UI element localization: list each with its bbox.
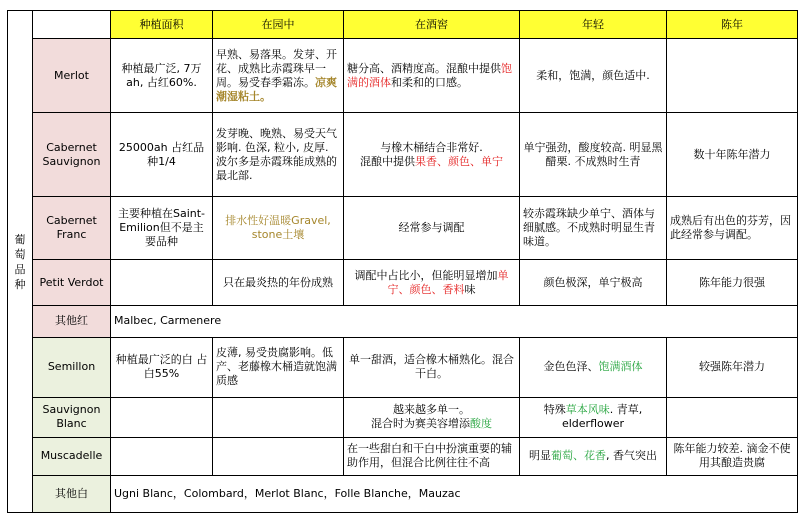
petit-verdot-cellar-text-a: 调配中占比小，但能明显增加 xyxy=(354,268,498,282)
muscadelle-area xyxy=(111,437,213,475)
merlot-aged xyxy=(667,39,798,113)
variety-name-other-red: 其他红 xyxy=(33,305,111,337)
variety-name-cabernet-franc: Cabernet Franc xyxy=(33,197,111,260)
petit-verdot-cellar-highlight: 单宁、颜色、香料 xyxy=(387,268,509,296)
variety-name-merlot: Merlot xyxy=(33,39,111,113)
merlot-cellar-text-a: 糖分高、酒精度高。混酿中提供 xyxy=(347,61,501,75)
variety-name-cabernet-sauvignon: Cabernet Sauvignon xyxy=(33,113,111,197)
sauvignon-blanc-young-text-a: 特殊 xyxy=(543,403,566,417)
muscadelle-aged: 陈年能力较差. 滴金不使用其酿造贵腐 xyxy=(667,437,798,475)
header-garden: 在园中 xyxy=(213,11,344,39)
row-muscadelle xyxy=(8,437,798,475)
semillon-young-highlight: 饱满酒体 xyxy=(598,360,643,374)
petit-verdot-young: 颜色极深，单宁极高 xyxy=(520,260,667,305)
variety-name-semillon: Semillon xyxy=(33,337,111,397)
row-merlot xyxy=(8,39,798,113)
variety-name-petit-verdot: Petit Verdot xyxy=(33,260,111,305)
semillon-area: 种植最广泛的白 占白55% xyxy=(111,337,213,397)
sauvignon-blanc-young-text-c: . 青草, elderflower xyxy=(561,403,643,431)
petit-verdot-cellar-text-c: 味 xyxy=(464,282,476,296)
merlot-young: 柔和，饱满，颜色适中. xyxy=(520,39,667,113)
cabernet-franc-area: 主要种植在Saint-Emilion但不是主要品种 xyxy=(111,197,213,260)
sauvignon-blanc-young-highlight: 草本风味 xyxy=(565,403,610,417)
muscadelle-young-text-c: , 香气突出 xyxy=(606,449,657,463)
muscadelle-young-text-a: 明显 xyxy=(529,449,551,463)
row-petit-verdot xyxy=(8,260,798,305)
row-sauvignon-blanc xyxy=(8,397,798,437)
side-label-cell xyxy=(8,11,33,513)
cabernet-sauvignon-cellar-highlight: 果香、颜色、单宁 xyxy=(415,154,503,168)
merlot-area: 种植最广泛, 7万ah, 占红60%. xyxy=(111,39,213,113)
sauvignon-blanc-aged xyxy=(667,397,798,437)
merlot-garden-text: 早熟、易落果。发芽、开花、成熟比赤霞珠早一周。易受春季霜冻。 xyxy=(216,47,337,89)
merlot-cellar-text-c: 和柔和的口感。 xyxy=(391,75,468,89)
merlot-garden xyxy=(213,39,344,113)
merlot-cellar-highlight: 饱满的酒体 xyxy=(347,61,512,89)
variety-name-muscadelle: Muscadelle xyxy=(33,437,111,475)
sauvignon-blanc-cellar-text-a: 越来越多单一。 xyxy=(393,403,470,417)
muscadelle-garden xyxy=(213,437,344,475)
cabernet-sauvignon-cellar xyxy=(344,113,520,197)
petit-verdot-aged: 陈年能力很强 xyxy=(667,260,798,305)
muscadelle-young xyxy=(520,437,667,475)
header-row xyxy=(8,11,798,39)
semillon-cellar: 单一甜酒，适合橡木桶熟化。混合干白。 xyxy=(344,337,520,397)
cabernet-sauvignon-cellar-text-a: 与橡木桶结合非常好. xyxy=(380,140,483,154)
sauvignon-blanc-area xyxy=(111,397,213,437)
header-area: 种植面积 xyxy=(111,11,213,39)
merlot-garden-highlight: 凉爽潮湿粘土。 xyxy=(216,75,337,103)
variety-name-other-white: 其他白 xyxy=(33,475,111,512)
semillon-aged: 较强陈年潜力 xyxy=(667,337,798,397)
petit-verdot-area xyxy=(111,260,213,305)
other-red-varieties: Malbec, Carmenere xyxy=(111,305,798,337)
row-other-red xyxy=(8,305,798,337)
header-cellar: 在酒窖 xyxy=(344,11,520,39)
row-cabernet-sauvignon xyxy=(8,113,798,197)
petit-verdot-garden: 只在最炎热的年份成熟 xyxy=(213,260,344,305)
row-other-white xyxy=(8,475,798,512)
cabernet-franc-cellar: 经常参与调配 xyxy=(344,197,520,260)
merlot-cellar xyxy=(344,39,520,113)
cabernet-sauvignon-aged: 数十年陈年潜力 xyxy=(667,113,798,197)
sauvignon-blanc-young xyxy=(520,397,667,437)
sauvignon-blanc-cellar xyxy=(344,397,520,437)
row-cabernet-franc xyxy=(8,197,798,260)
header-corner xyxy=(33,11,111,39)
cabernet-sauvignon-cellar-text-b: 混酿中提供 xyxy=(360,154,415,168)
other-white-varieties: Ugni Blanc，Colombard，Merlot Blanc，Folle Blanche，Mauzac xyxy=(111,475,798,512)
semillon-garden: 皮薄, 易受贵腐影响。低产、老藤橡木桶造就饱满质感 xyxy=(213,337,344,397)
header-young: 年轻 xyxy=(520,11,667,39)
cabernet-sauvignon-area: 25000ah 占红品种1/4 xyxy=(111,113,213,197)
side-label: 葡萄品种 xyxy=(14,232,26,291)
cabernet-franc-young: 较赤霞珠缺少单宁、酒体与细腻感。不成熟时明显生青味道。 xyxy=(520,197,667,260)
petit-verdot-cellar xyxy=(344,260,520,305)
header-aged: 陈年 xyxy=(667,11,798,39)
sauvignon-blanc-garden xyxy=(213,397,344,437)
semillon-young xyxy=(520,337,667,397)
row-semillon xyxy=(8,337,798,397)
semillon-young-text: 金色色泽、 xyxy=(543,360,599,374)
cabernet-sauvignon-young: 单宁强劲，酸度较高. 明显黑醋栗. 不成熟时生青 xyxy=(520,113,667,197)
grape-variety-table xyxy=(7,10,798,513)
muscadelle-cellar: 在一些甜白和干白中扮演重要的辅助作用，但混合比例往往不高 xyxy=(344,437,520,475)
variety-name-sauvignon-blanc: Sauvignon Blanc xyxy=(33,397,111,437)
sauvignon-blanc-cellar-text-b: 混合时为赛美容增添 xyxy=(371,417,470,431)
cabernet-franc-aged: 成熟后有出色的芬芳，因此经常参与调配。 xyxy=(667,197,798,260)
sauvignon-blanc-cellar-highlight: 酸度 xyxy=(470,417,492,431)
cabernet-sauvignon-garden: 发芽晚、晚熟、易受天气影响. 色深, 粒小, 皮厚. 波尔多是赤霞珠能成熟的最北部. xyxy=(213,113,344,197)
cabernet-franc-garden: 排水性好温暖Gravel, stone土壤 xyxy=(213,197,344,260)
muscadelle-young-highlight: 葡萄、花香 xyxy=(551,449,606,463)
